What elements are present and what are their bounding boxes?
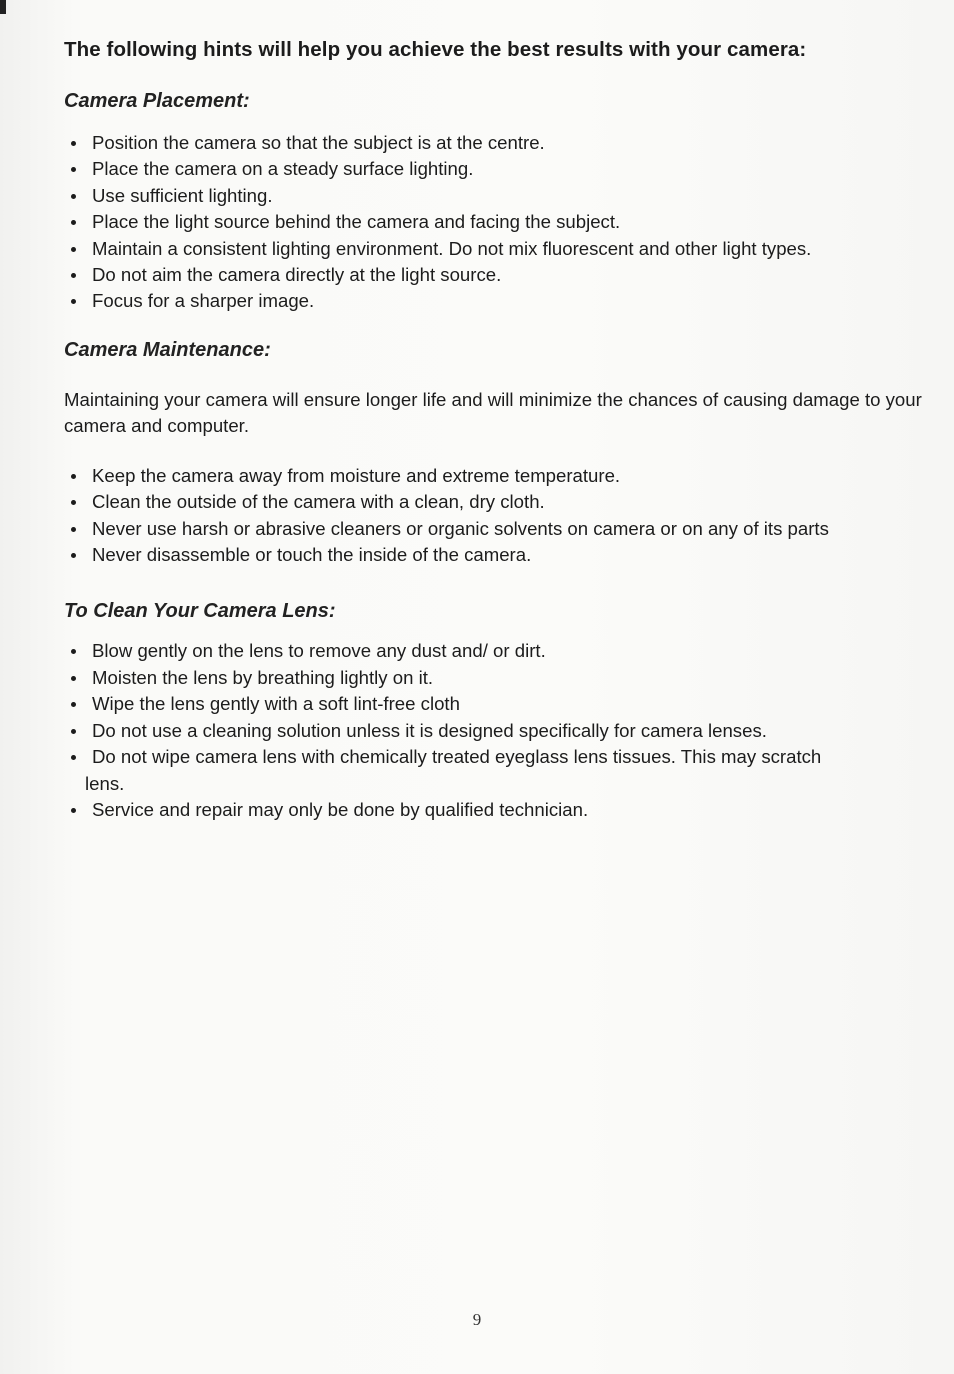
list-item: Place the camera on a steady surface lighting. — [64, 156, 944, 182]
list-item: Moisten the lens by breathing lightly on it. — [64, 665, 944, 691]
list-item — [64, 744, 944, 797]
list-item: Never use harsh or abrasive cleaners or organic solvents on camera or on any of its parts — [64, 516, 944, 542]
list-item: Place the light source behind the camera and facing the subject. — [64, 209, 944, 235]
list-item-text: Do not wipe camera lens with chemically treated eyeglass lens tissues. This may scratch — [92, 746, 822, 768]
section-title-camera-maintenance: Camera Maintenance: — [64, 338, 271, 361]
list-item: Service and repair may only be done by qualified technician. — [64, 797, 944, 823]
list-item: Blow gently on the lens to remove any dust and/ or dirt. — [64, 638, 944, 664]
page-heading: The following hints will help you achieve the best results with your camera: — [64, 38, 807, 61]
maintenance-intro: Maintaining your camera will ensure longer life and will minimize the chances of causing damage to your camera and computer. — [64, 388, 922, 436]
section-title-camera-placement: Camera Placement: — [64, 90, 250, 112]
list-item: Do not use a cleaning solution unless it is designed specifically for camera lenses. — [64, 718, 944, 744]
page-content — [64, 30, 944, 823]
list-item: Focus for a sharper image. — [64, 288, 944, 314]
list-item: Maintain a consistent lighting environment. Do not mix fluorescent and other light types. — [64, 236, 944, 262]
list-item: Do not aim the camera directly at the light source. — [64, 262, 944, 288]
list-item: Position the camera so that the subject is at the centre. — [64, 130, 944, 156]
list-item: Wipe the lens gently with a soft lint-free cloth — [64, 691, 944, 717]
camera-placement-list — [64, 130, 944, 315]
clean-lens-list — [64, 638, 944, 823]
camera-maintenance-list — [64, 463, 944, 569]
list-item-continuation: lens. — [85, 772, 125, 794]
list-item: Never disassemble or touch the inside of the camera. — [64, 542, 944, 568]
page-number: 9 — [472, 1310, 482, 1329]
list-item: Keep the camera away from moisture and extreme temperature. — [64, 463, 944, 489]
scan-edge-mark — [0, 0, 6, 14]
list-item: Clean the outside of the camera with a clean, dry cloth. — [64, 489, 944, 515]
section-title-clean-lens: To Clean Your Camera Lens: — [64, 600, 336, 623]
list-item: Use sufficient lighting. — [64, 183, 944, 209]
